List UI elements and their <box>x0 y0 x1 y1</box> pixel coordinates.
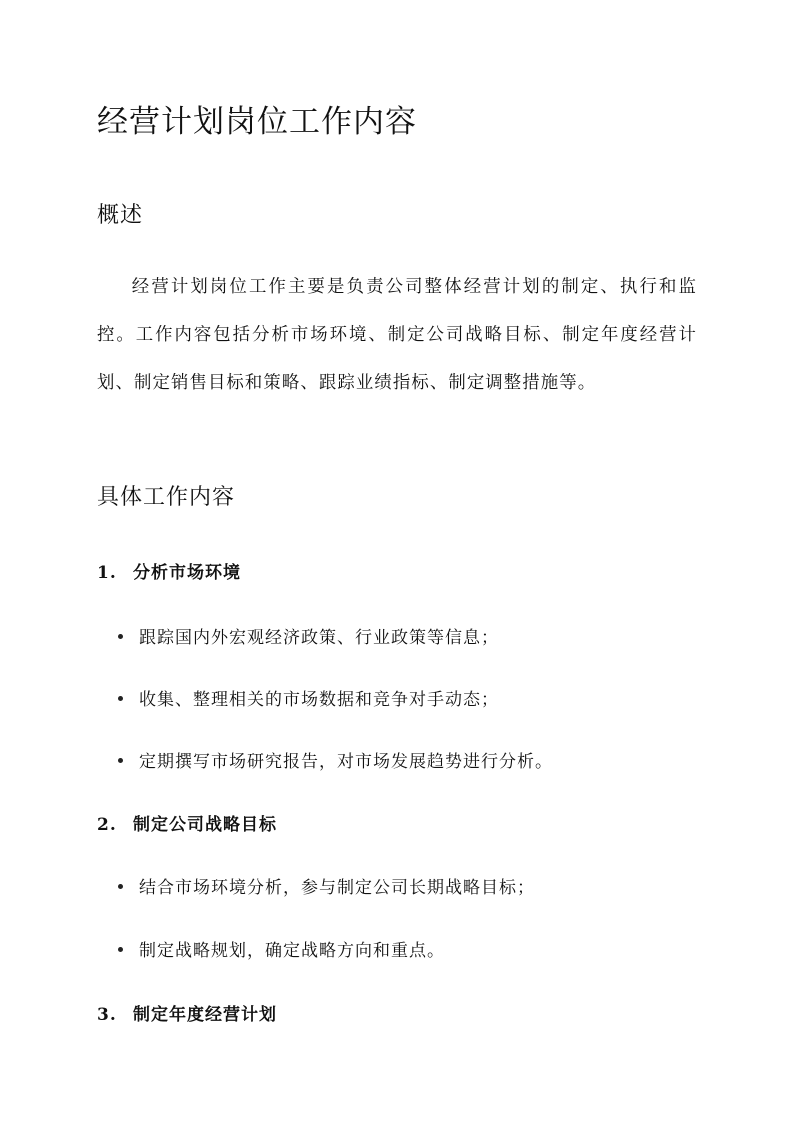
bullet-icon <box>118 947 123 952</box>
section-number: 1. <box>97 563 117 583</box>
list-item <box>118 747 553 772</box>
document-title: 经营计划岗位工作内容 <box>97 104 417 140</box>
list-item-text: 结合市场环境分析，参与制定公司长期战略目标； <box>139 878 535 898</box>
section-heading-3 <box>97 1000 277 1025</box>
overview-paragraph: 经营计划岗位工作主要是负责公司整体经营计划的制定、执行和监控。工作内容包括分析市场环境、制定公司战略目标、制定年度经营计划、制定销售目标和策略、跟踪业绩指标、制定调整措施等。 <box>97 277 697 393</box>
list-item-text: 跟踪国内外宏观经济政策、行业政策等信息； <box>139 628 499 648</box>
section-heading-2 <box>97 810 277 835</box>
list-item-text: 制定战略规划，确定战略方向和重点。 <box>139 941 445 961</box>
section-title: 制定公司战略目标 <box>133 815 277 835</box>
section-number: 2. <box>97 815 117 835</box>
bullet-icon <box>118 884 123 889</box>
details-heading: 具体工作内容 <box>97 485 236 510</box>
list-item <box>118 623 499 648</box>
section-heading-1 <box>97 558 241 583</box>
bullet-icon <box>118 758 123 763</box>
list-item-text: 收集、整理相关的市场数据和竞争对手动态； <box>139 690 499 710</box>
list-item-text: 定期撰写市场研究报告，对市场发展趋势进行分析。 <box>139 752 553 772</box>
section-number: 3. <box>97 1005 117 1025</box>
bullet-icon <box>118 696 123 701</box>
list-item <box>118 936 445 961</box>
bullet-icon <box>118 634 123 639</box>
list-item <box>118 873 535 898</box>
section-title: 分析市场环境 <box>133 563 241 583</box>
section-title: 制定年度经营计划 <box>133 1005 277 1025</box>
list-item <box>118 685 499 710</box>
overview-heading: 概述 <box>97 203 144 228</box>
